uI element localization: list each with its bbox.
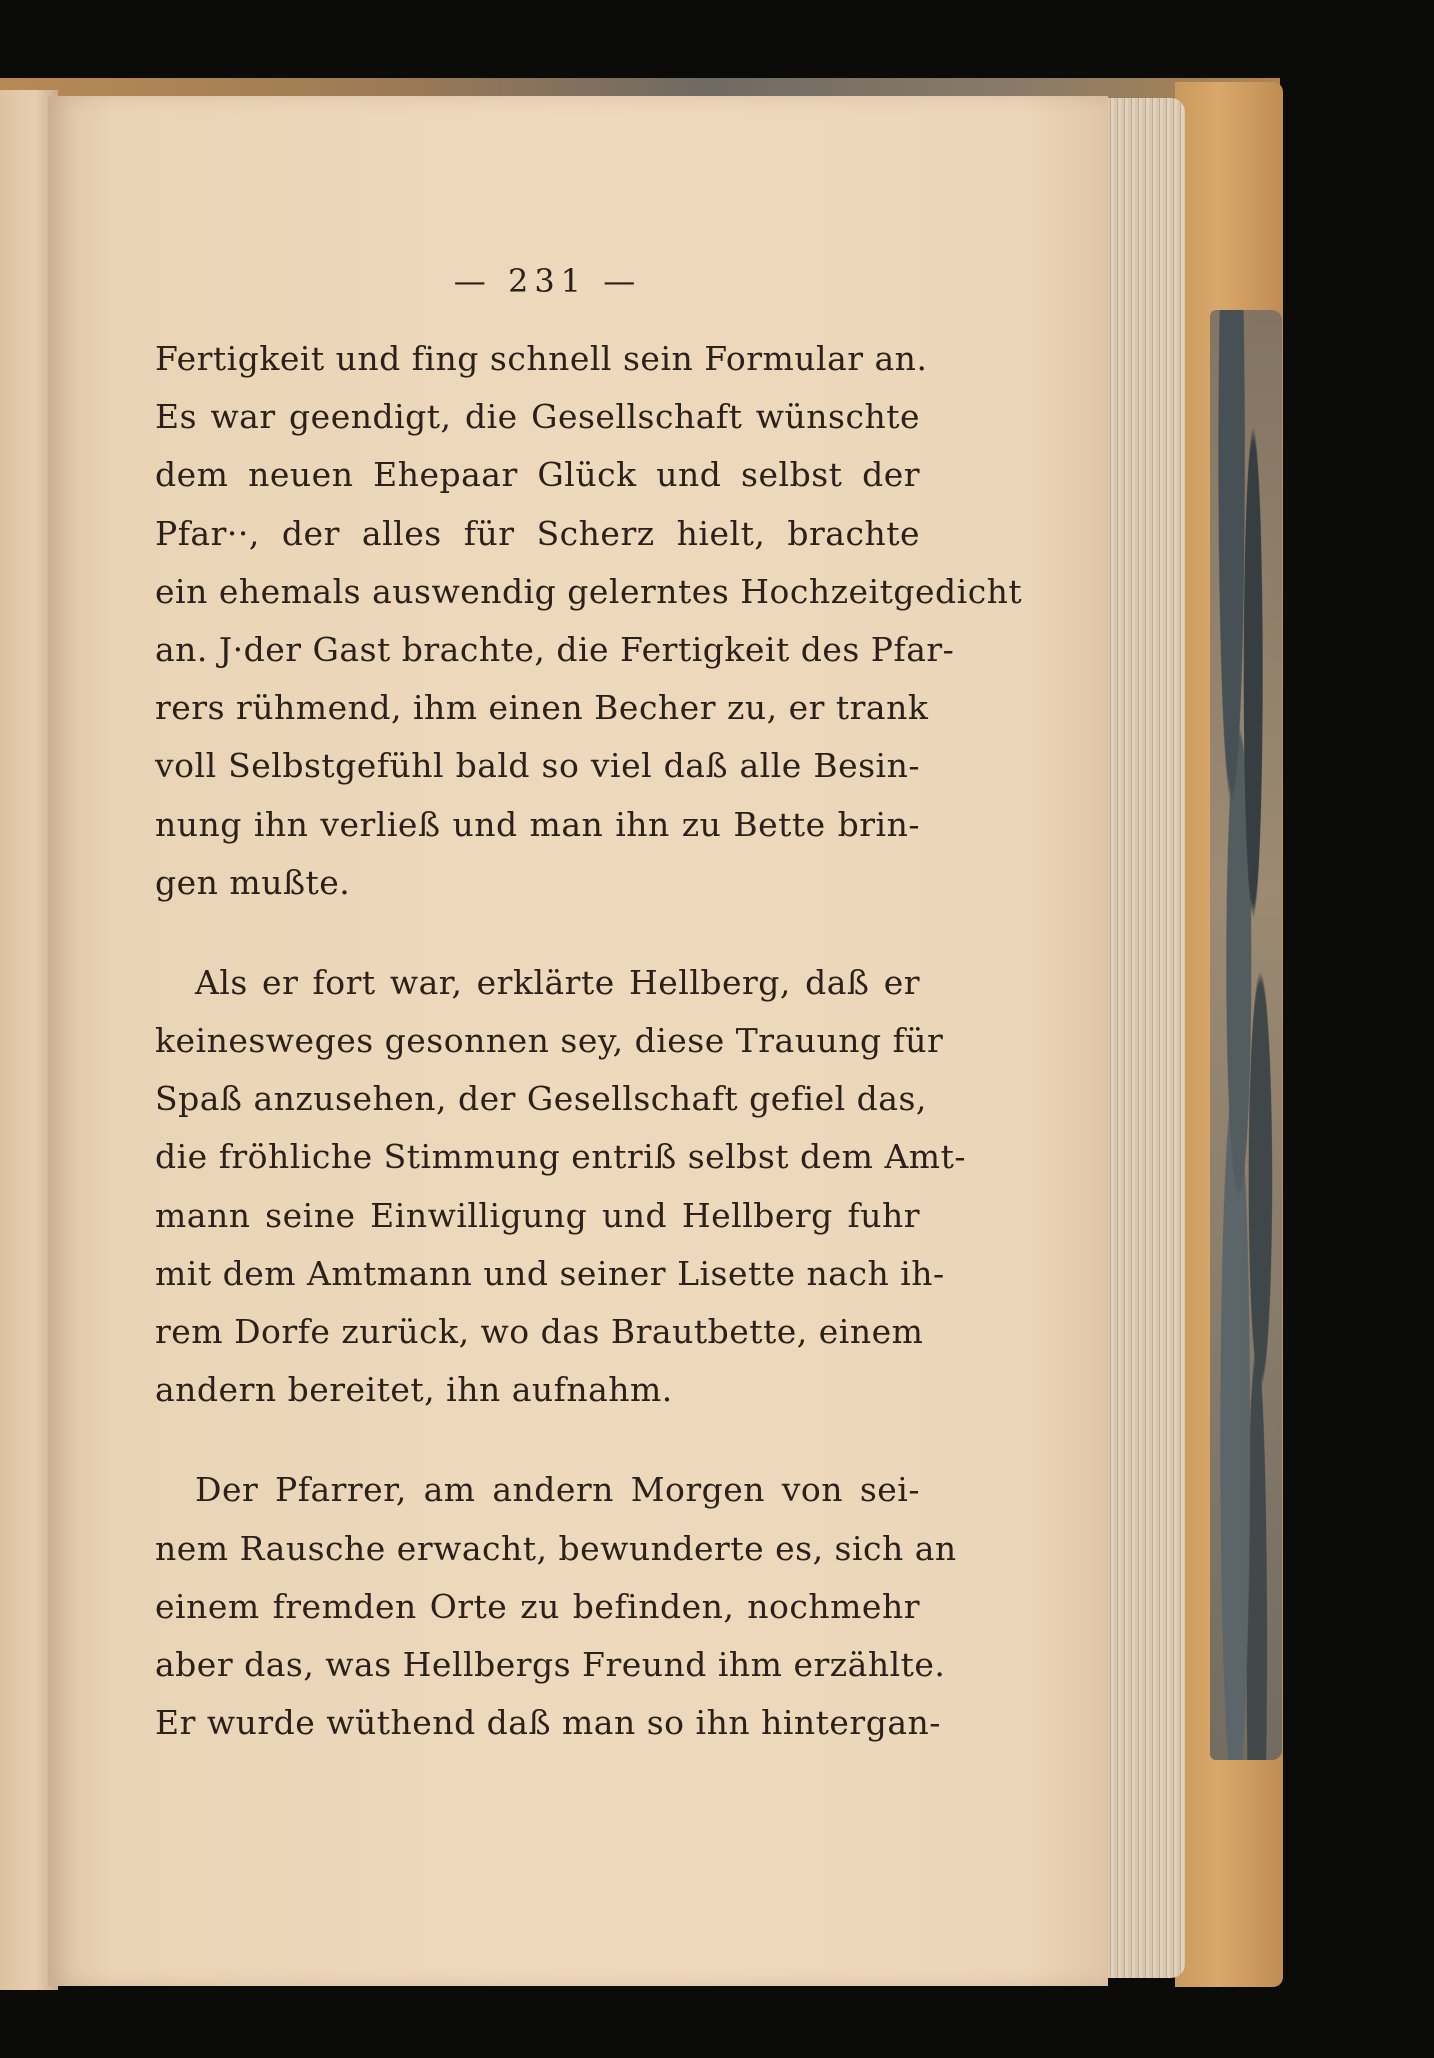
paragraph-2 xyxy=(155,954,967,1420)
text-line: rem Dorfe zurück, wo das Brautbette, einem xyxy=(155,1312,924,1351)
text-line: an. J·der Gast brachte, die Fertigkeit des Pfar- xyxy=(155,629,955,669)
text-line: andern bereitet, ihn aufnahm. xyxy=(155,1370,673,1410)
text-line: Der Pfarrer, am andern Morgen von sei- xyxy=(195,1470,920,1510)
marbled-cover-paper xyxy=(1210,310,1282,1760)
text-line: mann seine Einwilligung und Hellberg fuhr xyxy=(155,1195,920,1235)
text-line: Pfar··, der alles für Scherz hielt, brachte xyxy=(155,513,920,553)
text-line: keinesweges gesonnen sey, diese Trauung für xyxy=(155,1021,944,1061)
page-number-header: — 231 — xyxy=(453,262,642,300)
text-line: ein ehemals auswendig gelerntes Hochzeitgedicht xyxy=(155,571,1023,611)
paragraph-gap xyxy=(155,912,920,954)
text-line: dem neuen Ehepaar Glück und selbst der xyxy=(155,455,920,495)
paragraph-3 xyxy=(155,1461,957,1752)
page-text xyxy=(155,262,1023,1752)
text-line: gen mußte. xyxy=(155,862,351,902)
text-line: nung ihn verließ und man ihn zu Bette brin- xyxy=(155,804,920,844)
text-line: Er wurde wüthend daß man so ihn hintergan- xyxy=(155,1703,941,1743)
text-line: aber das, was Hellbergs Freund ihm erzählte. xyxy=(155,1644,946,1684)
text-line: nem Rausche erwacht, bewunderte es, sich an xyxy=(155,1528,957,1568)
text-line: Es war geendigt, die Gesellschaft wünschte xyxy=(155,397,920,437)
text-line: Als er fort war, erklärte Hellberg, daß er xyxy=(195,962,920,1002)
text-line: Spaß anzusehen, der Gesellschaft gefiel das, xyxy=(155,1079,927,1119)
text-line: die fröhliche Stimmung entriß selbst dem Amt- xyxy=(155,1137,967,1177)
text-line: Fertigkeit und fing schnell sein Formular an. xyxy=(155,339,928,378)
text-line: voll Selbstgefühl bald so viel daß alle Besin- xyxy=(155,746,920,786)
paragraph-gap xyxy=(155,1419,920,1461)
text-line: rers rühmend, ihm einen Becher zu, er trank xyxy=(155,688,929,728)
paragraph-1 xyxy=(155,330,1023,912)
page-edges xyxy=(1100,98,1185,1978)
text-line: einem fremden Orte zu befinden, nochmehr xyxy=(155,1586,920,1626)
text-line: mit dem Amtmann und seiner Lisette nach ih- xyxy=(155,1253,945,1293)
